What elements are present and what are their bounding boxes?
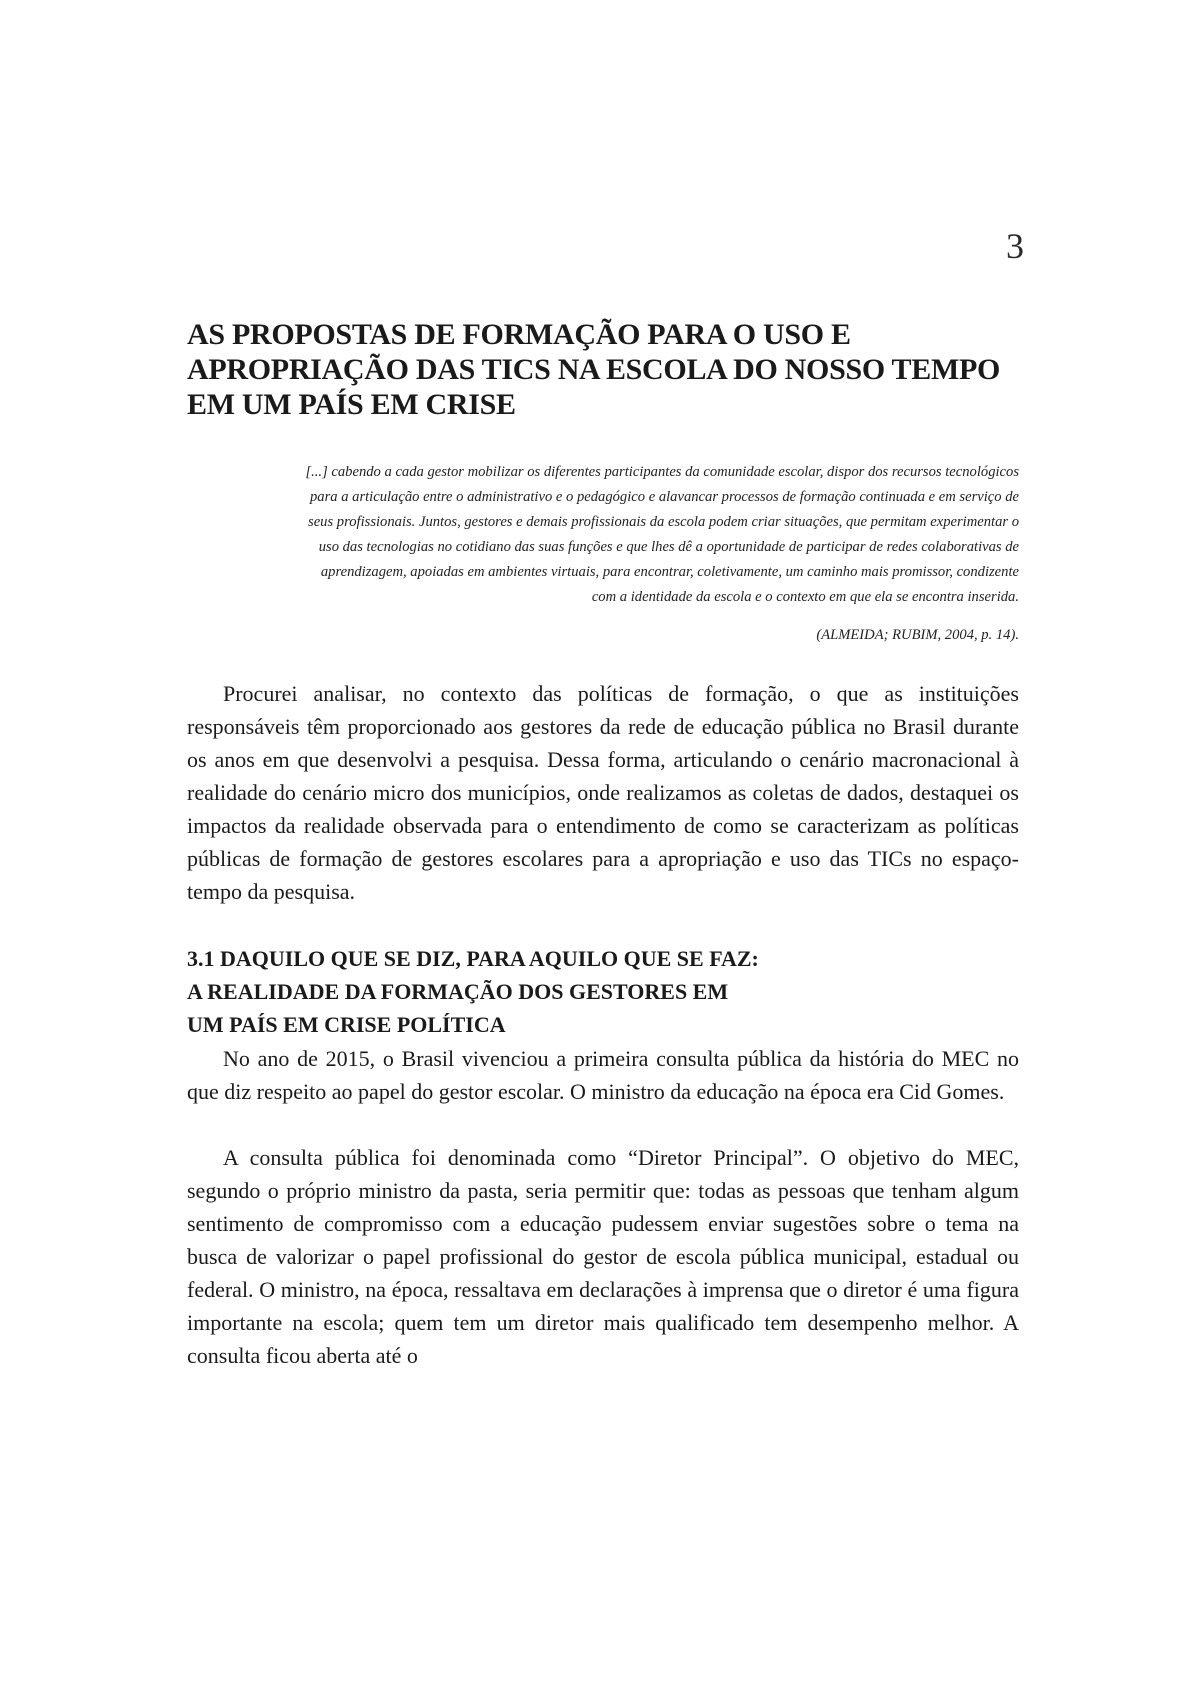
chapter-title bbox=[187, 317, 1017, 422]
epigraph-citation: (ALMEIDA; RUBIM, 2004, p. 14). bbox=[816, 627, 1019, 643]
chapter-title-line: AS PROPOSTAS DE FORMAÇÃO PARA O USO E bbox=[187, 318, 851, 351]
section-heading-line: A REALIDADE DA FORMAÇÃO DOS GESTORES EM bbox=[187, 979, 729, 1004]
chapter-title-line: EM UM PAÍS EM CRISE bbox=[187, 388, 516, 421]
chapter-number: 3 bbox=[1006, 226, 1024, 266]
section-heading-line: UM PAÍS EM CRISE POLÍTICA bbox=[187, 1012, 506, 1037]
section-paragraph: No ano de 2015, o Brasil vivenciou a primeira consulta pública da história do MEC no que diz respeito ao papel do gestor escolar. O ministro da educação na época era Cid Gomes. bbox=[187, 1046, 1019, 1104]
intro-paragraph: Procurei analisar, no contexto das políticas de formação, o que as instituições responsáveis têm proporcionado aos gestores da rede de educação pública no Brasil durante os anos em que desenvolvi a pesquisa. Dessa forma, articulando o cenário macronacional à realidade do cenário micro dos municípios, onde realizamos as coletas de dados, destaquei os impactos da realidade observada para o entendimento de como se caracterizam as políticas públicas de formação de gestores escolares para a apropriação e uso das TICs no espaço-tempo da pesquisa. bbox=[187, 681, 1019, 904]
epigraph-text: [...] cabendo a cada gestor mobilizar os diferentes participantes da comunidade escolar, dispor dos recursos tecnológicos para a articulação entre o administrativo e o pedagógico e alavancar processos de formação continuada e em serviço de seus profissionais. Juntos, gestores e demais profissionais da escola podem criar situações, que permitam experimentar o uso das tecnologias no cotidiano das suas funções e que lhes dê a oportunidade de participar de redes colaborativas de aprendizagem, apoiadas em ambientes virtuais, para encontrar, coletivamente, um caminho mais promissor, condizente com a identidade da escola e o contexto em que ela se encontra inserida. bbox=[305, 464, 1019, 605]
section-heading-line: 3.1 DAQUILO QUE SE DIZ, PARA AQUILO QUE SE FAZ: bbox=[187, 946, 759, 971]
section-paragraph: A consulta pública foi denominada como “Diretor Principal”. O objetivo do MEC, segundo o próprio ministro da pasta, seria permitir que: todas as pessoas que tenham algum sentimento de compromisso com a educação pudessem enviar sugestões sobre o tema na busca de valorizar o papel profissional do gestor de escola pública municipal, estadual ou federal. O ministro, na época, ressaltava em declarações à imprensa que o diretor é uma figura importante na escola; quem tem um diretor mais qualificado tem desempenho melhor. A consulta ficou aberta até o bbox=[187, 1145, 1019, 1368]
epigraph-quote bbox=[293, 460, 1019, 610]
section-heading bbox=[187, 942, 947, 1041]
chapter-title-line: APROPRIAÇÃO DAS TICS NA ESCOLA DO NOSSO TEMPO bbox=[187, 353, 1001, 386]
